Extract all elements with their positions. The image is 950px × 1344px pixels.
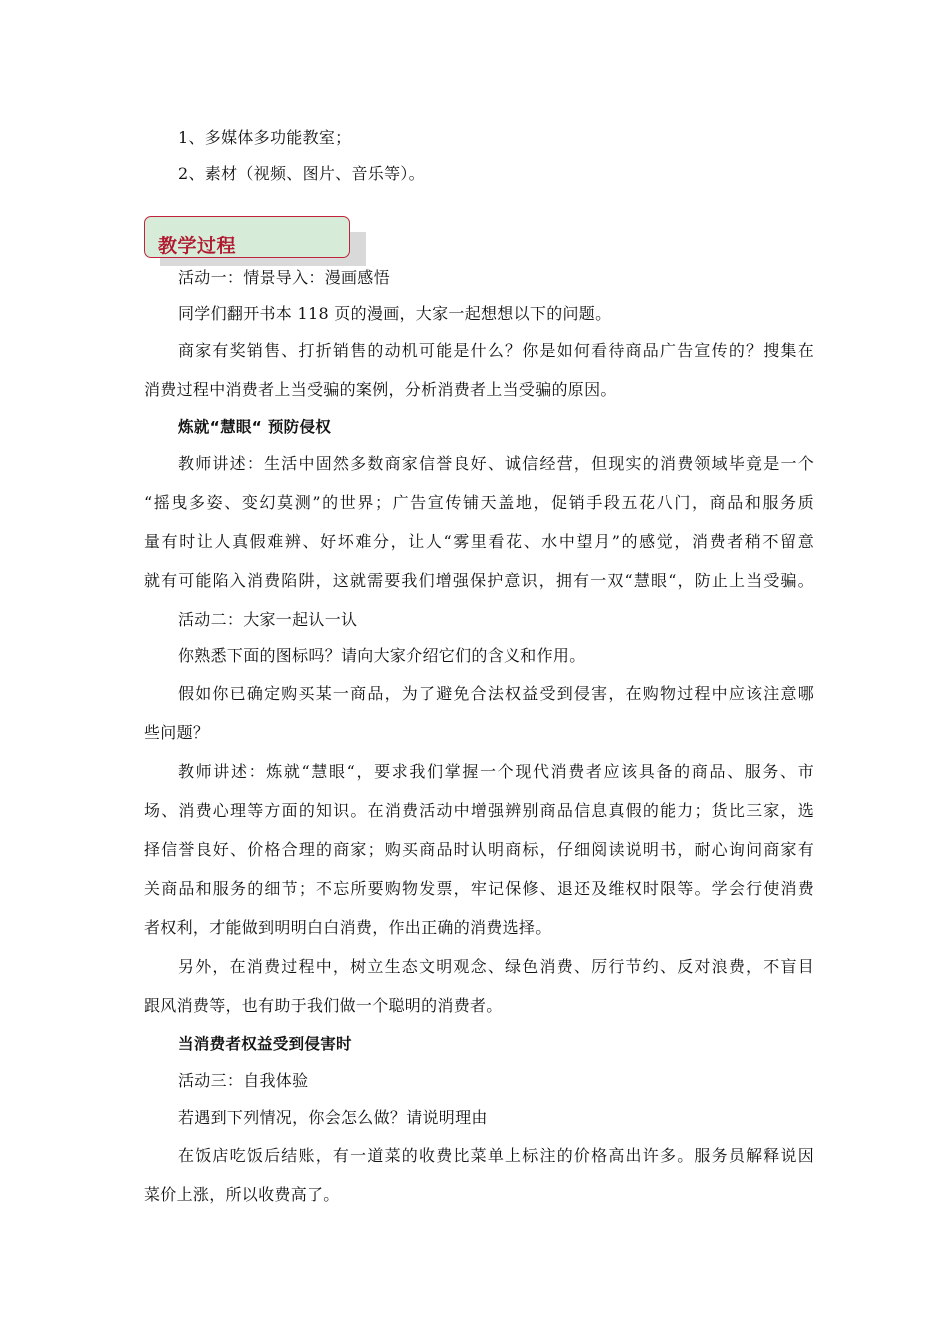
activity2-teacher-line-5: 者权利，才能做到明明白白消费，作出正确的消费选择。 [144,918,552,937]
activity1-title: 活动一：情景导入：漫画感悟 [178,268,390,287]
activity1-paragraph-2-line-2: 消费过程中消费者上当受骗的案例，分析消费者上当受骗的原因。 [144,380,617,399]
activity2-title: 活动二：大家一起认一认 [178,610,358,629]
subsection2-title: 当消费者权益受到侵害时 [178,1035,352,1053]
activity1-paragraph-1: 同学们翻开书本 118 页的漫画，大家一起想想以下的问题。 [178,304,612,323]
subsection1-teacher-line-1: 教师讲述：生活中固然多数商家信誉良好、诚信经营，但现实的消费领域毕竟是一个 [178,454,814,473]
activity2-teacher-line-3: 择信誉良好、价格合理的商家；购买商品时认明商标，仔细阅读说明书，耐心询问商家有 [144,840,814,859]
subsection1-teacher-line-4: 就有可能陷入消费陷阱，这就需要我们增强保护意识，拥有一双“慧眼“，防止上当受骗。 [144,571,814,590]
activity2-teacher-line-1: 教师讲述：炼就“慧眼“，要求我们掌握一个现代消费者应该具备的商品、服务、市 [178,762,814,781]
subsection1-teacher-line-3: 量有时让人真假难辨、好坏难分，让人“雾里看花、水中望月”的感觉，消费者稍不留意 [144,532,814,551]
activity2-paragraph-1: 你熟悉下面的图标吗？请向大家介绍它们的含义和作用。 [178,646,586,665]
activity3-title: 活动三：自我体验 [178,1071,309,1090]
subsection1-title: 炼就“慧眼“ 预防侵权 [178,418,332,436]
activity2-extra-line-1: 另外，在消费过程中，树立生态文明观念、绿色消费、厉行节约、反对浪费，不盲目 [178,957,814,976]
section-heading: 教学过程 [158,235,237,257]
activity2-extra-line-2: 跟风消费等，也有助于我们做一个聪明的消费者。 [144,996,503,1015]
activity3-paragraph-2-line-2: 菜价上涨，所以收费高了。 [144,1185,340,1204]
activity2-teacher-line-4: 关商品和服务的细节；不忘所要购物发票，牢记保修、退还及维权时限等。学会行使消费 [144,879,814,898]
materials-item-1: 1、多媒体多功能教室； [178,128,352,147]
activity3-paragraph-2-line-1: 在饭店吃饭后结账，有一道菜的收费比菜单上标注的价格高出许多。服务员解释说因 [178,1146,814,1165]
subsection1-teacher-line-2: “摇曳多姿、变幻莫测”的世界；广告宣传铺天盖地，促销手段五花八门，商品和服务质 [144,493,814,512]
activity2-paragraph-2-line-1: 假如你已确定购买某一商品，为了避免合法权益受到侵害，在购物过程中应该注意哪 [178,684,814,703]
activity2-teacher-line-2: 场、消费心理等方面的知识。在消费活动中增强辨别商品信息真假的能力；货比三家，选 [144,801,814,820]
activity2-paragraph-2-line-2: 些问题？ [144,723,210,742]
activity3-paragraph-1: 若遇到下列情况，你会怎么做？请说明理由 [178,1108,488,1127]
materials-item-2: 2、素材（视频、图片、音乐等）。 [178,164,425,183]
activity1-paragraph-2-line-1: 商家有奖销售、打折销售的动机可能是什么？你是如何看待商品广告宣传的？搜集在 [178,341,814,360]
